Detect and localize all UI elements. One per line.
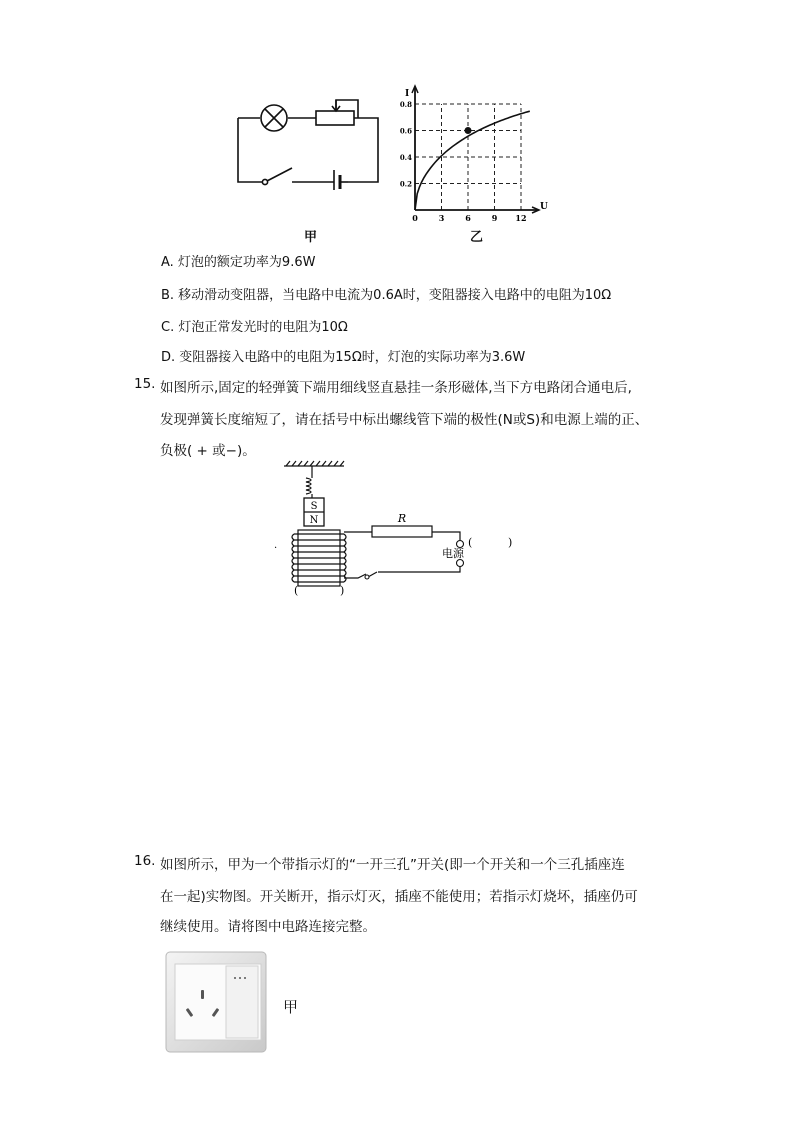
svg-text:.: .	[274, 540, 278, 551]
caption-jia: 甲	[304, 230, 318, 245]
option-c: C. 灯泡正常发光时的电阻为10Ω	[161, 320, 348, 335]
question-16-line-1: 如图所示，甲为一个带指示灯的“一开三孔”开关(即一个开关和一个三孔插座连	[160, 857, 625, 873]
resistor-r	[372, 526, 432, 537]
question-15-line-2: 发现弹簧长度缩短了，请在括号中标出螺线管下端的极性(N或S)和电源上端的正、	[160, 412, 649, 428]
question-15-line-1: 如图所示,固定的轻弹簧下端用细线竖直悬挂一条形磁体,当下方电路闭合通电后,	[160, 380, 632, 396]
socket-label: 甲	[283, 998, 299, 1016]
source-paren-close: )	[508, 536, 513, 549]
solenoid-coil	[292, 530, 346, 586]
solenoid-circuit-diagram	[272, 460, 522, 600]
question-15-line-3: 负极( + 或−)。	[160, 443, 256, 459]
source-paren-open: (	[468, 536, 473, 549]
coil-paren-close: )	[340, 584, 345, 597]
lamp-icon	[261, 105, 287, 131]
y-tick-label: 0.6	[399, 126, 412, 136]
resistor-label: R	[397, 512, 407, 525]
y-tick-label: 0.4	[399, 153, 412, 162]
circuit-diagram-jia	[230, 90, 390, 190]
option-d: D. 变阻器接入电路中的电阻为15Ω时，灯泡的实际功率为3.6W	[161, 350, 526, 365]
socket-switch-image	[164, 950, 268, 1054]
y-axis-label: I	[405, 89, 410, 99]
power-source-label: 电源	[442, 547, 464, 560]
option-b: B. 移动滑动变阻器，当电路中电流为0.6A时，变阻器接入电路中的电阻为10Ω	[161, 288, 612, 303]
x-tick-label: 6	[465, 213, 471, 222]
question-16-line-2: 在一起)实物图。开关断开，指示灯灭，插座不能使用；若指示灯烧坏，插座仍可	[160, 889, 638, 905]
y-tick-label: 0.8	[399, 100, 412, 109]
x-tick-label: 9	[491, 213, 498, 222]
x-tick-label: 12	[515, 213, 527, 222]
coil-paren-open: (	[294, 584, 299, 597]
x-axis-label: U	[540, 202, 548, 212]
magnet-n-label: N	[309, 515, 319, 526]
y-tick-label: 0.2	[399, 179, 412, 189]
series-line	[415, 111, 530, 210]
option-a: A. 灯泡的额定功率为9.6W	[161, 255, 316, 270]
spring-icon	[306, 466, 312, 500]
question-16-number: 16.	[134, 853, 156, 869]
iu-graph	[388, 82, 558, 222]
caption-yi: 乙	[470, 230, 484, 245]
data-point	[465, 127, 472, 134]
rheostat-icon	[316, 111, 354, 125]
x-tick-label: 3	[438, 213, 445, 222]
x-tick-label: 0	[412, 213, 418, 222]
question-16-line-3: 继续使用。请将图中电路连接完整。	[160, 919, 376, 935]
magnet-s-label: S	[310, 501, 318, 512]
question-15-number: 15.	[134, 376, 156, 392]
